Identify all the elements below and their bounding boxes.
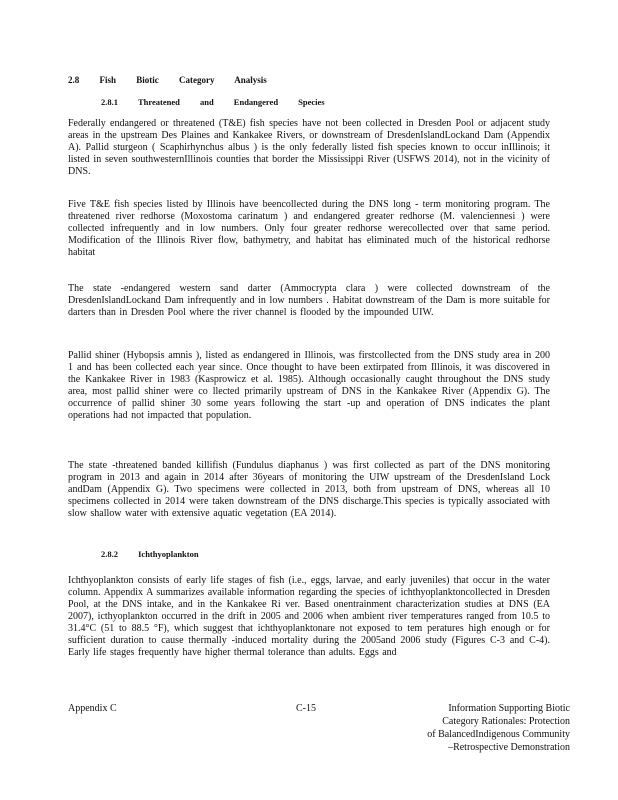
subsection-heading-ichthyoplankton xyxy=(101,549,199,559)
paragraph-federal-species: Federally endangered or threatened (T&E) fish species have not been collected in Dresden Pool or adjacent study areas in the upstream Des Plaines and Kankakee Rivers, or downstream of DresdenIslandLockand Dam (Appendix A). Pallid sturgeon ( Scaphirhynchus albus ) is the only federally listed fish species known to occur inIllinois; it listed in seven southwesternIllinois counties that border the Mississippi River (USFWS 2014), not in the vicinity of DNS. xyxy=(68,118,550,177)
subsection-title: Threatened and Endangered Species xyxy=(137,97,325,107)
footer-document-title xyxy=(395,702,570,754)
footer-appendix-label: Appendix C xyxy=(68,703,117,714)
subsection-heading-threatened xyxy=(101,97,325,107)
footer-title-line: of BalancedIndigenous Community xyxy=(427,729,570,740)
section-number: 2.8 xyxy=(68,75,80,85)
section-title: Fish Biotic Category Analysis xyxy=(99,75,267,85)
subsection-title: Ichthyoplankton xyxy=(138,549,199,559)
subsection-number: 2.8.2 xyxy=(101,549,118,559)
section-heading xyxy=(68,75,267,85)
paragraph-pallid-shiner: Pallid shiner (Hybopsis amnis ), listed as endangered in Illinois, was firstcollected from the DNS study area in 200 1 and has been collected each year since. Once thought to have been extirpated from Illinois, it was discovered in the Kankakee River in 1983 (Kasprowicz et al. 1985). Although occasionally caught throughout the DNS study area, most pallid shiner were co llected primarily upstream of DNS in the Kankakee River (Appendix G). The occurrence of pallid shiner 30 some years following the start -up and operation of DNS indicates the plant operations had not impacted that population. xyxy=(68,350,550,421)
paragraph-ichthyoplankton: Ichthyoplankton consists of early life stages of fish (i.e., eggs, larvae, and early juveniles) that occur in the water column. Appendix A summarizes available information regarding the species of ichthyoplanktoncollected in Dresden Pool, at the DNS intake, and in the Kankakee Ri ver. Based onentrainment characterization studies at DNS (EA 2007), icthyoplankton occurred in the drift in 2005 and 2006 when ambient river temperatures ranged from 10.5 to 31.4°C (51 to 88.5 °F), which suggest that ichthyoplanktonare not exposed to tem peratures high enough or for sufficient duration to cause thermally -induced mortality during the 2005and 2006 study (Figures C-3 and C-4). Early life stages frequently have higher thermal tolerance than adults. Eggs and xyxy=(68,575,550,658)
footer-title-line: –Retrospective Demonstration xyxy=(448,742,570,753)
footer-title-line: Information Supporting Biotic xyxy=(448,703,570,714)
subsection-number: 2.8.1 xyxy=(101,97,118,107)
footer-page-number: C-15 xyxy=(296,703,316,714)
paragraph-banded-killifish: The state -threatened banded killifish (Fundulus diaphanus ) was first collected as part of the DNS monitoring program in 2013 and again in 2014 after 36years of monitoring the UIW upstream of the DresdenIsland Lock andDam (Appendix G). Two specimens were collected in 2013, both from upstream of DNS, whereas all 10 specimens collected in 2014 were taken downstream of the DNS discharge.This species is typically associated with slow shallow water with extensive aquatic vegetation (EA 2014). xyxy=(68,460,550,519)
footer-title-line: Category Rationales: Protection xyxy=(442,716,570,727)
paragraph-redhorse: Five T&E fish species listed by Illinois have beencollected during the DNS long - term monitoring program. The threatened river redhorse (Moxostoma carinatum ) and endangered greater redhorse (M. valenciennesi ) were collected infrequently and in low numbers. Only four greater redhorse werecollected over that same period. Modification of the Illinois River flow, bathymetry, and habitat has eliminated much of the historical redhorse habitat xyxy=(68,199,550,258)
paragraph-sand-darter: The state -endangered western sand darter (Ammocrypta clara ) were collected downstream of the DresdenIslandLockand Dam infrequently and in low numbers . Habitat downstream of the Dam is more suitable for darters than in Dresden Pool where the river channel is flooded by the impounded UIW. xyxy=(68,283,550,318)
